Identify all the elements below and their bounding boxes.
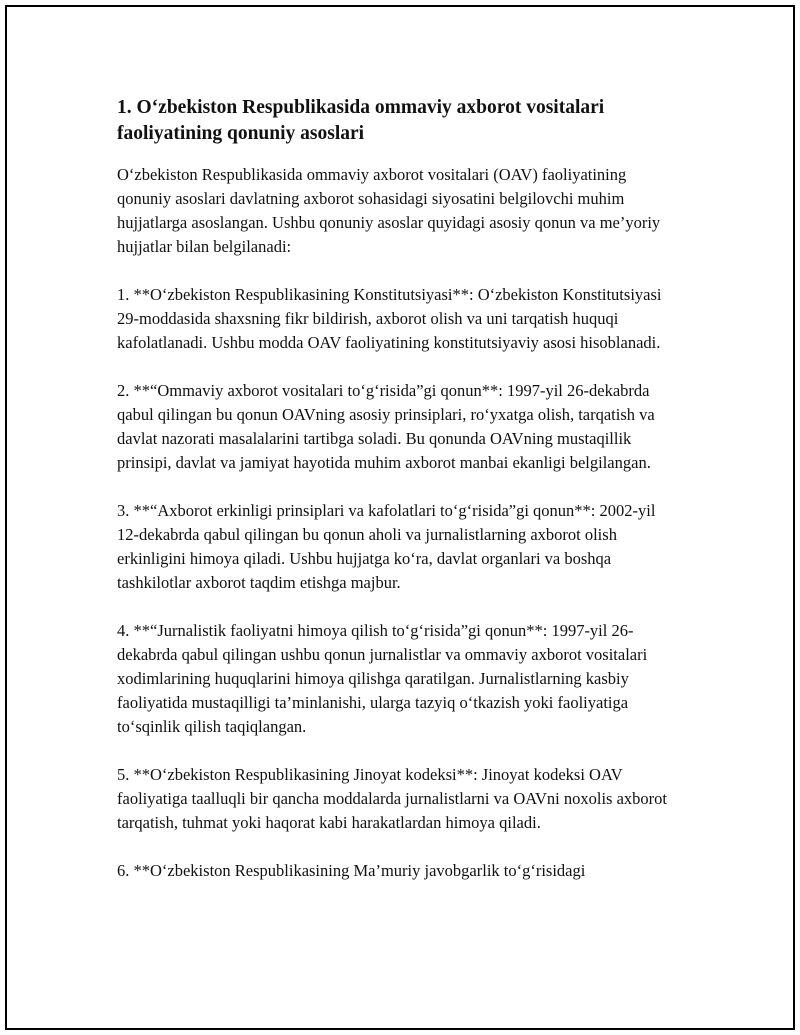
- intro-paragraph: O‘zbekiston Respublikasida ommaviy axborot vositalari (OAV) faoliyatining qonuniy asoslari davlatning axborot sohasidagi siyosatini belgilovchi muhim hujjatlarga asoslangan. Ushbu qonuniy asoslar quyidagi asosiy qonun va me’yoriy hujjatlar bilan belgilanadi:: [117, 165, 661, 256]
- item-mass-media-law: 2. **“Ommaviy axborot vositalari to‘g‘risida”gi qonun**: 1997-yil 26-dekabrda qabul qilingan bu qonun OAVning asosiy prinsiplari, ro‘yxatga olish, tarqatish va davlat nazorati masalalarini tartibga soladi. Bu qonunda OAVning mustaqillik prinsipi, davlat va jamiyat hayotida muhim axborot manbai ekanligi belgilangan.: [117, 381, 655, 472]
- section-heading: 1. O‘zbekiston Respublikasida ommaviy axborot vositalari faoliyatining qonuniy asoslari: [117, 97, 605, 144]
- item-journalist-protection-law: 4. **“Jurnalistik faoliyatni himoya qilish to‘g‘risida”gi qonun**: 1997-yil 26-dekabrda qabul qilingan ushbu qonun jurnalistlar va ommaviy axborot vositalari xodimlarining huquqlarini himoya qilishga qaratilgan. Jurnalistlarning kasbiy faoliyatida mustaqilligi ta’minlanishi, ularga tazyiq o‘tkazish yoki faoliyatiga to‘sqinlik qilish taqiqlangan.: [117, 621, 648, 736]
- item-administrative-code: 6. **O‘zbekiston Respublikasining Ma’muriy javobgarlik to‘g‘risidagi: [117, 861, 586, 880]
- item-criminal-code: 5. **O‘zbekiston Respublikasining Jinoyat kodeksi**: Jinoyat kodeksi OAV faoliyatiga taalluqli bir qancha moddalarda jurnalistlarni va OAVni noxolis axborot tarqatish, tuhmat yoki haqorat kabi harakatlardan himoya qiladi.: [117, 765, 668, 832]
- item-freedom-of-information-law: 3. **“Axborot erkinligi prinsiplari va kafolatlari to‘g‘risida”gi qonun**: 2002-yil 12-dekabrda qabul qilingan bu qonun aholi va jurnalistlarning axborot olish erkinligini himoya qiladi. Ushbu hujjatga ko‘ra, davlat organlari va boshqa tashkilotlar axborot taqdim etishga majbur.: [117, 501, 656, 592]
- item-constitution: 1. **O‘zbekiston Respublikasining Konstitutsiyasi**: O‘zbekiston Konstitutsiyasi 29-moddasida shaxsning fikr bildirish, axborot olish va uni tarqatish huquqi kafolatlanadi. Ushbu modda OAV faoliyatining konstitutsiyaviy asosi hisoblanadi.: [117, 285, 662, 352]
- document-body: [117, 95, 677, 907]
